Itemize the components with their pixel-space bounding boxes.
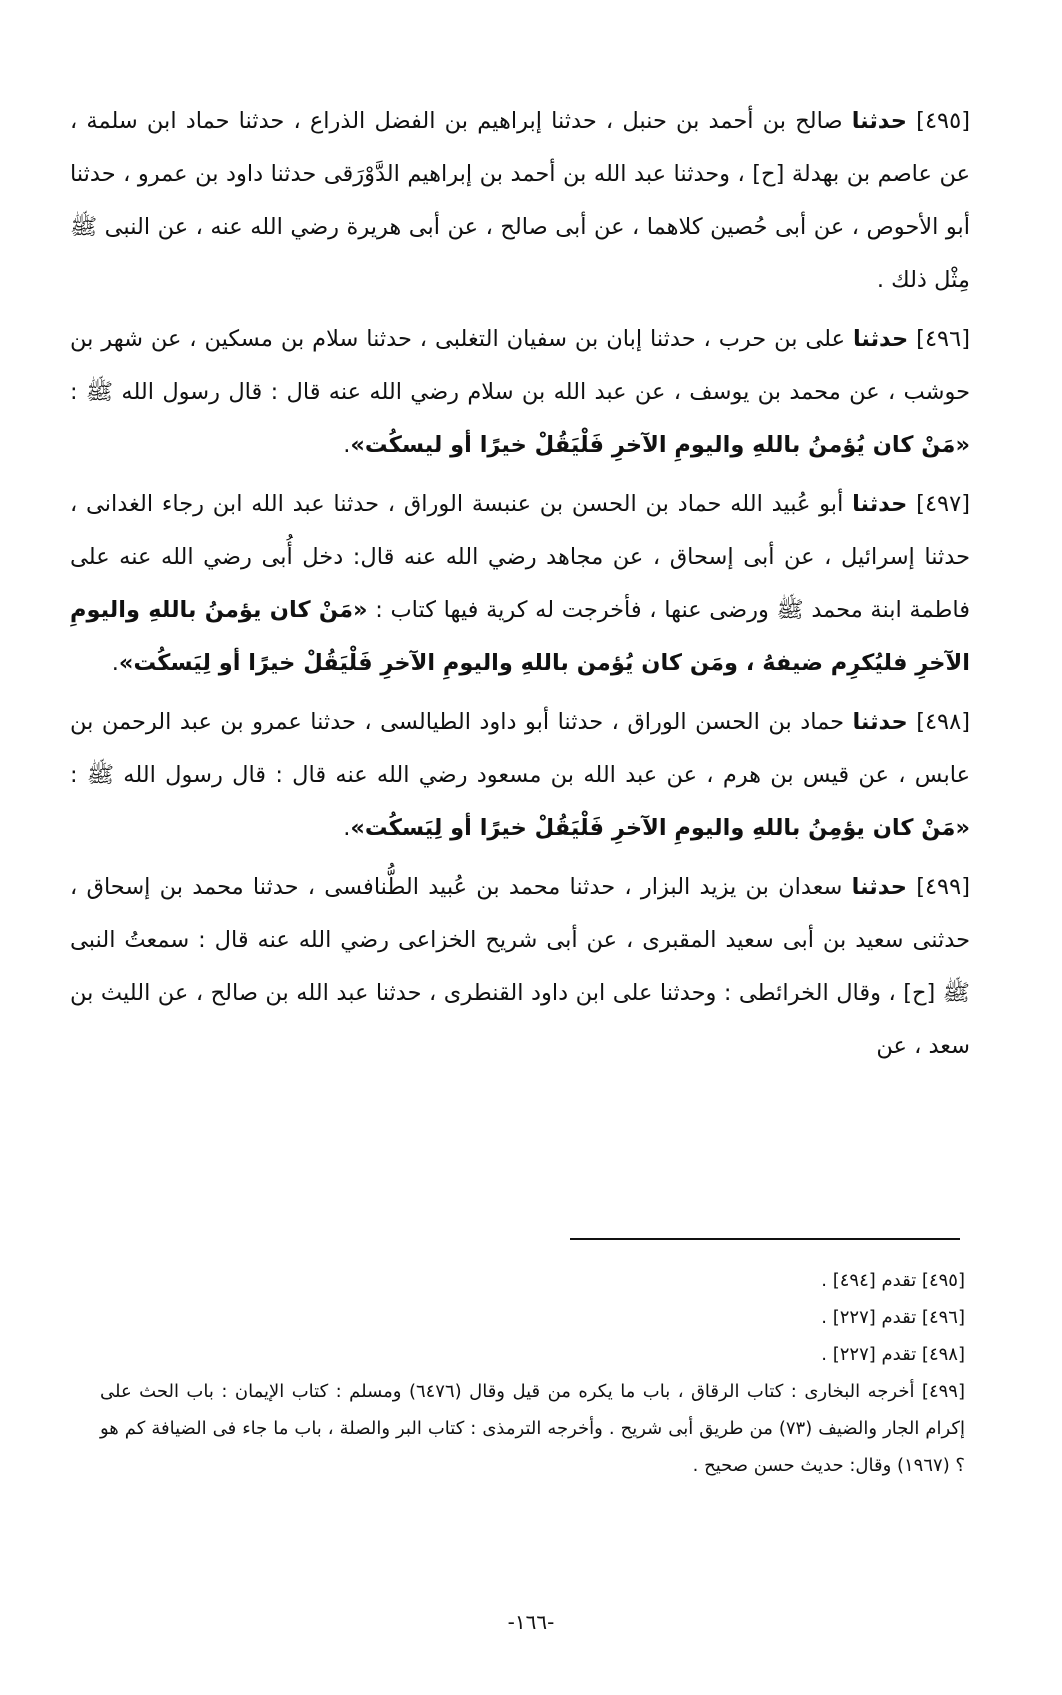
hadith-text: «مَنْ كان يُؤمنُ باللهِ واليومِ الآخرِ فَلْيَقُلْ خيرًا أو ليسكُت» (350, 432, 970, 458)
hadith-paragraph-495 (70, 95, 970, 307)
footnote: [٤٩٨] تقدم [٢٢٧] . (821, 1344, 965, 1365)
narration-lead: حدثنا (852, 709, 908, 735)
paragraph-tail: . (111, 650, 119, 676)
hadith-number: [٤٩٨] (916, 709, 971, 735)
hadith-text: «مَنْ كان يؤمنُ باللهِ واليومِ الآخرِ فليُكرِم ضيفهُ ، ومَن كان يُؤمن باللهِ واليومِ الآخرِ فَلْيَقُلْ خيرًا أو لِيَسكُت» (70, 597, 970, 676)
paragraph-tail: . (343, 432, 351, 458)
hadith-number: [٤٩٦] (916, 326, 970, 352)
paragraph-text: على بن حرب ، حدثنا إبان بن سفيان التغلبى ، حدثنا سلام بن مسكين ، عن شهر بن حوشب ، عن محمد بن يوسف ، عن عبد الله بن سلام رضي الله عنه قال : قال رسول الله ﷺ : (70, 326, 970, 405)
footnote: [٤٩٦] تقدم [٢٢٧] . (821, 1307, 965, 1328)
footnote: [٤٩٥] تقدم [٤٩٤] . (821, 1270, 965, 1291)
hadith-paragraph-498 (70, 696, 970, 855)
hadith-paragraph-496 (70, 313, 970, 472)
hadith-paragraph-497 (70, 478, 970, 690)
page-number: -١٦٦- (507, 1610, 555, 1634)
paragraph-text: حماد بن الحسن الوراق ، حدثنا أبو داود الطيالسى ، حدثنا عمرو بن عبد الرحمن بن عابس ، عن قيس بن هرم ، عن عبد الله بن مسعود رضي الله عنه قال : قال رسول الله ﷺ : (70, 709, 970, 788)
narration-lead: حدثنا (851, 874, 907, 900)
hadith-number: [٤٩٥] (916, 108, 970, 134)
hadith-number: [٤٩٩] (916, 874, 971, 900)
narration-lead: حدثنا (852, 326, 909, 352)
paragraph-tail: . (343, 815, 351, 841)
narration-lead: حدثنا (851, 108, 908, 134)
hadith-text: «مَنْ كان يؤمِنُ باللهِ واليومِ الآخرِ فَلْيَقُلْ خيرًا أو لِيَسكُت» (350, 815, 970, 841)
paragraph-text: سعدان بن يزيد البزار ، حدثنا محمد بن عُبيد الطُّنافسى ، حدثنا محمد بن إسحاق ، حدثنى سعيد بن أبى سعيد المقبرى ، عن أبى شريح الخزاعى رضي الله عنه قال : سمعتُ النبى ﷺ [ح] ، وقال الخرائطى : وحدثنا على ابن داود القنطرى ، حدثنا عبد الله بن صالح ، عن الليث بن سعد ، عن (70, 874, 970, 1059)
main-text (70, 95, 970, 1079)
footnotes (100, 1262, 965, 1484)
hadith-number: [٤٩٧] (916, 491, 970, 517)
hadith-paragraph-499 (70, 861, 970, 1073)
footnote: [٤٩٩] أخرجه البخارى : كتاب الرقاق ، باب ما يكره من قيل وقال (٦٤٧٦) ومسلم : كتاب الإيمان : باب الحث على إكرام الجار والضيف (٧٣) من طريق أبى شريح . وأخرجه الترمذى : كتاب البر والصلة ، باب ما جاء فى الضيافة كم هو ؟ (١٩٦٧) وقال: حديث حسن صحيح . (100, 1381, 966, 1476)
paragraph-text: أبو عُبيد الله حماد بن الحسن بن عنبسة الوراق ، حدثنا عبد الله ابن رجاء الغدانى ، حدثنا إسرائيل ، عن أبى إسحاق ، عن مجاهد رضي الله عنه قال: دخل أُبى رضي الله عنه على فاطمة ابنة محمد ﷺ ورضى عنها ، فأخرجت له كرية فيها كتاب : (70, 491, 970, 623)
footnote-divider (570, 1238, 960, 1240)
paragraph-text: صالح بن أحمد بن حنبل ، حدثنا إبراهيم بن الفضل الذراع ، حدثنا حماد ابن سلمة ، عن عاصم بن بهدلة [ح] ، وحدثنا عبد الله بن أحمد بن إبراهيم الدَّوْرَقى حدثنا داود بن عمرو ، حدثنا أبو الأحوص ، عن أبى حُصين كلاهما ، عن أبى صالح ، عن أبى هريرة رضي الله عنه ، عن النبى ﷺ مِثْل ذلك . (70, 108, 970, 293)
narration-lead: حدثنا (852, 491, 908, 517)
